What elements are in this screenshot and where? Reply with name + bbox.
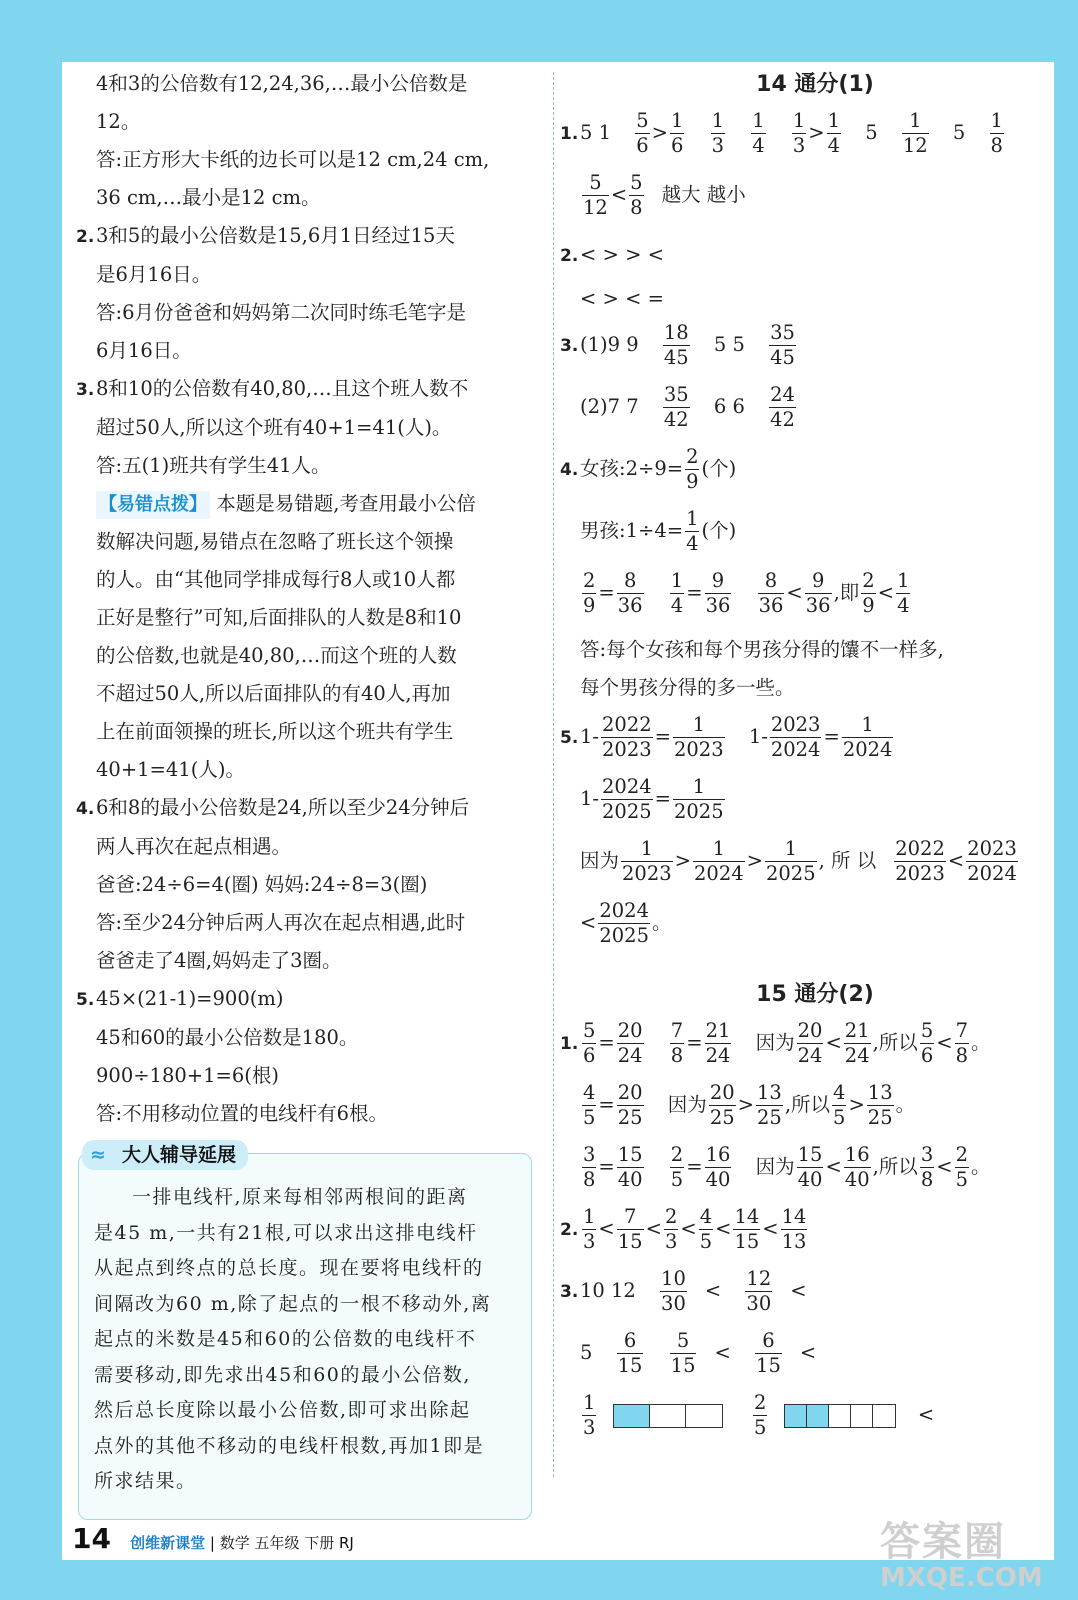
answer-5-row-4: < $\frac{2024}{2025}$ 。 (580, 899, 672, 947)
text-line: 间隔改为60 m,除了起点的一根不移动外,离 (94, 1292, 492, 1315)
text-line: 所求结果。 (94, 1470, 197, 1492)
text-line: 答:正方形大卡纸的边长可以是12 cm,24 cm, (96, 148, 490, 171)
text-line: 答:6月份爸爸和妈妈第二次同时练毛笔字是 (96, 301, 466, 324)
answer-5-row-1: 5.1- $\frac{2022}{2023}$ = $\frac{1}{2023}$ 1- $\frac{2023}{2024}$ = $\frac{1}{2024}$ (560, 713, 893, 761)
text-line: 两人再次在起点相遇。 (96, 835, 292, 858)
answer-5-row-2: 1- $\frac{2024}{2025}$ = $\frac{1}{2025}$ (580, 775, 724, 823)
answer-5-row-3: 因为 $\frac{1}{2023}$ > $\frac{1}{2024}$ > $\frac{1}{2025}$ , 所 以 $\frac{2022}{2023}$ < $\frac{2023}{2024}$ (580, 837, 1017, 885)
question-2: 2.3和5的最小公倍数是15,6月1日经过15天 (96, 217, 528, 256)
s15-answer-1-row-2: $\frac{4}{5}$ = $\frac{20}{25}$ 因为 $\frac{20}{25}$ > $\frac{13}{25}$ ,所以 $\frac{4}{5}$ > $\frac{13}{25}$ 。 (583, 1081, 916, 1129)
question-3: 3.8和10的公倍数有40,80,…且这个班人数不 (96, 370, 528, 409)
text-line: 是6月16日。 (96, 263, 212, 286)
text-line: 答:不用移动位置的电线杆有6根。 (96, 1102, 388, 1125)
text-line: 点外的其他不移动的电线杆根数,再加1即是 (94, 1434, 485, 1457)
s15-answer-3-row-2: 5 $\frac{6}{15}$ $\frac{5}{15}$ < $\frac{6}{15}$ < (580, 1329, 817, 1377)
text-line: 答:五(1)班共有学生41人。 (96, 454, 331, 477)
column-divider (553, 72, 554, 1477)
fraction-bar-thirds (613, 1404, 723, 1428)
answer-4-compare: $\frac{2}{9}$ = $\frac{8}{36}$ $\frac{1}{4}$ = $\frac{9}{36}$ $\frac{8}{36}$ < $\frac{9}{36}$ ,即 $\frac{2}{9}$ < $\frac{1}{4}$ (583, 569, 910, 617)
text-line: 爸爸:24÷6=4(圈) 妈妈:24÷8=3(圈) (96, 873, 428, 896)
answer-2-row-1: 2.< > > < (560, 243, 664, 266)
text-line: 数解决问题,易错点在忽略了班长这个领操 (96, 530, 454, 553)
page-border-left (0, 0, 62, 1600)
text-line: 6月16日。 (96, 339, 192, 362)
text-line: 正好是整行”可知,后面排队的人数是8和10 (96, 606, 462, 629)
s15-answer-1-row-3: $\frac{3}{8}$ = $\frac{15}{40}$ $\frac{2}{5}$ = $\frac{16}{40}$ 因为 $\frac{15}{40}$ < $\frac{16}{40}$ ,所以 $\frac{3}{8}$ < $\frac{2}{5}$ 。 (583, 1143, 991, 1191)
text-line: 的人。由“其他同学排成每行8人或10人都 (96, 568, 456, 591)
text-line: 900÷180+1=6(根) (96, 1064, 279, 1087)
error-tip: 【易错点拨】 本题是易错题,考查用最小公倍 (96, 485, 528, 523)
text-line: 需要移动,即先求出45和60的最小公倍数, (94, 1363, 471, 1386)
watermark: 答案圈 MXQE.COM (880, 1519, 1043, 1593)
question-number: 4. (76, 799, 95, 819)
text-line: 40+1=41(人)。 (96, 758, 245, 781)
text-line: 爸爸走了4圈,妈妈走了3圈。 (96, 949, 342, 972)
question-4: 4.6和8的最小公倍数是24,所以至少24分钟后 (96, 789, 528, 828)
section-title-14: 14 通分(1) (756, 72, 874, 97)
text-line: 12。 (96, 110, 141, 133)
page-border-right (1054, 0, 1078, 1600)
tutoring-box-text (94, 1180, 522, 1500)
text-line: 然后总长度除以最小公倍数,即可求出除起 (94, 1399, 471, 1421)
right-column (560, 65, 1050, 1453)
footer-info: 创维新课堂 | 数学 五年级 下册 RJ (130, 1534, 354, 1552)
text-line: 答:至少24分钟后两人再次在起点相遇,此时 (96, 911, 466, 934)
answer-4-text: 答:每个女孩和每个男孩分得的馕不一样多, 每个男孩分得的多一些。 (580, 638, 944, 699)
text-line: 是45 m,一共有21根,可以求出这排电线杆 (94, 1221, 478, 1244)
fraction-bar-fifths (784, 1404, 896, 1428)
question-number: 2. (76, 227, 95, 247)
answer-2-row-2: < > < = (580, 287, 664, 310)
section-title-15: 15 通分(2) (756, 982, 874, 1007)
text-line: 超过50人,所以这个班有40+1=41(人)。 (96, 416, 452, 439)
question-number: 5. (76, 990, 95, 1010)
s15-answer-1-row-1: 1. $\frac{5}{6}$ = $\frac{20}{24}$ $\frac{7}{8}$ = $\frac{21}{24}$ 因为 $\frac{20}{24}$ < $\frac{21}{24}$ ,所以 $\frac{5}{6}$ < $\frac{7}{8}$ 。 (560, 1019, 991, 1067)
page-footer (72, 1522, 354, 1555)
text-line: 的公倍数,也就是40,80,…而这个班的人数 (96, 644, 457, 667)
text-line: 不超过50人,所以后面排队的有40人,再加 (96, 682, 451, 705)
answer-4-boy: 男孩:1÷4= $\frac{1}{4}$ (个) (580, 507, 737, 555)
answer-3-row-2: (2)7 7 $\frac{35}{42}$ 6 6 $\frac{24}{42}$ (580, 383, 795, 431)
text-line: 起点的米数是45和60的公倍数的电线杆不 (94, 1328, 477, 1350)
page-border-top (0, 0, 1078, 62)
question-number: 3. (76, 380, 95, 400)
answer-4-girl: 4.女孩:2÷9= $\frac{2}{9}$ (个) (560, 445, 737, 493)
text-line: 一排电线杆,原来每相邻两根间的距离 (132, 1186, 468, 1208)
s15-answer-3-row-1: 3.10 12 $\frac{10}{30}$ < $\frac{12}{30}$ < (560, 1267, 807, 1315)
text-line: 从起点到终点的总长度。现在要将电线杆的 (94, 1257, 484, 1279)
text-line: 4和3的公倍数有12,24,36,…最小公倍数是 (96, 72, 468, 95)
left-column (76, 65, 528, 1133)
question-5: 5.45×(21-1)=900(m) (96, 980, 528, 1019)
s15-answer-2: 2. $\frac{1}{3}$ < $\frac{7}{15}$ < $\frac{2}{3}$ < $\frac{4}{5}$ < $\frac{14}{15}$ < $\frac{14}{13}$ (560, 1205, 807, 1253)
text-line: 上在前面领操的班长,所以这个班共有学生 (96, 720, 454, 743)
answer-1-row-1: 1.5 1 $\frac{5}{6}$ > $\frac{1}{6}$ $\frac{1}{3}$ $\frac{1}{4}$ $\frac{1}{3}$ > $\frac{1}{4}$ 5 $\frac{1}{12}$ 5 $\frac{1}{8}$ (560, 109, 1003, 157)
answer-1-row-2: $\frac{5}{12}$ < $\frac{5}{8}$ 越大 越小 (583, 171, 746, 219)
answer-3-row-1: 3.(1)9 9 $\frac{18}{45}$ 5 5 $\frac{35}{45}$ (560, 321, 795, 369)
page-number: 14 (72, 1522, 111, 1555)
tutoring-box-title: ≈ 大人辅导延展 (82, 1140, 248, 1170)
s15-answer-3-row-3: $\frac{1}{3}$ $\frac{2}{5}$ < (583, 1391, 935, 1439)
error-tip-tag: 【易错点拨】 (96, 491, 210, 519)
text-line: 45和60的最小公倍数是180。 (96, 1026, 359, 1049)
text-line: 36 cm,…最小是12 cm。 (96, 186, 321, 209)
wave-icon: ≈ (90, 1144, 106, 1166)
